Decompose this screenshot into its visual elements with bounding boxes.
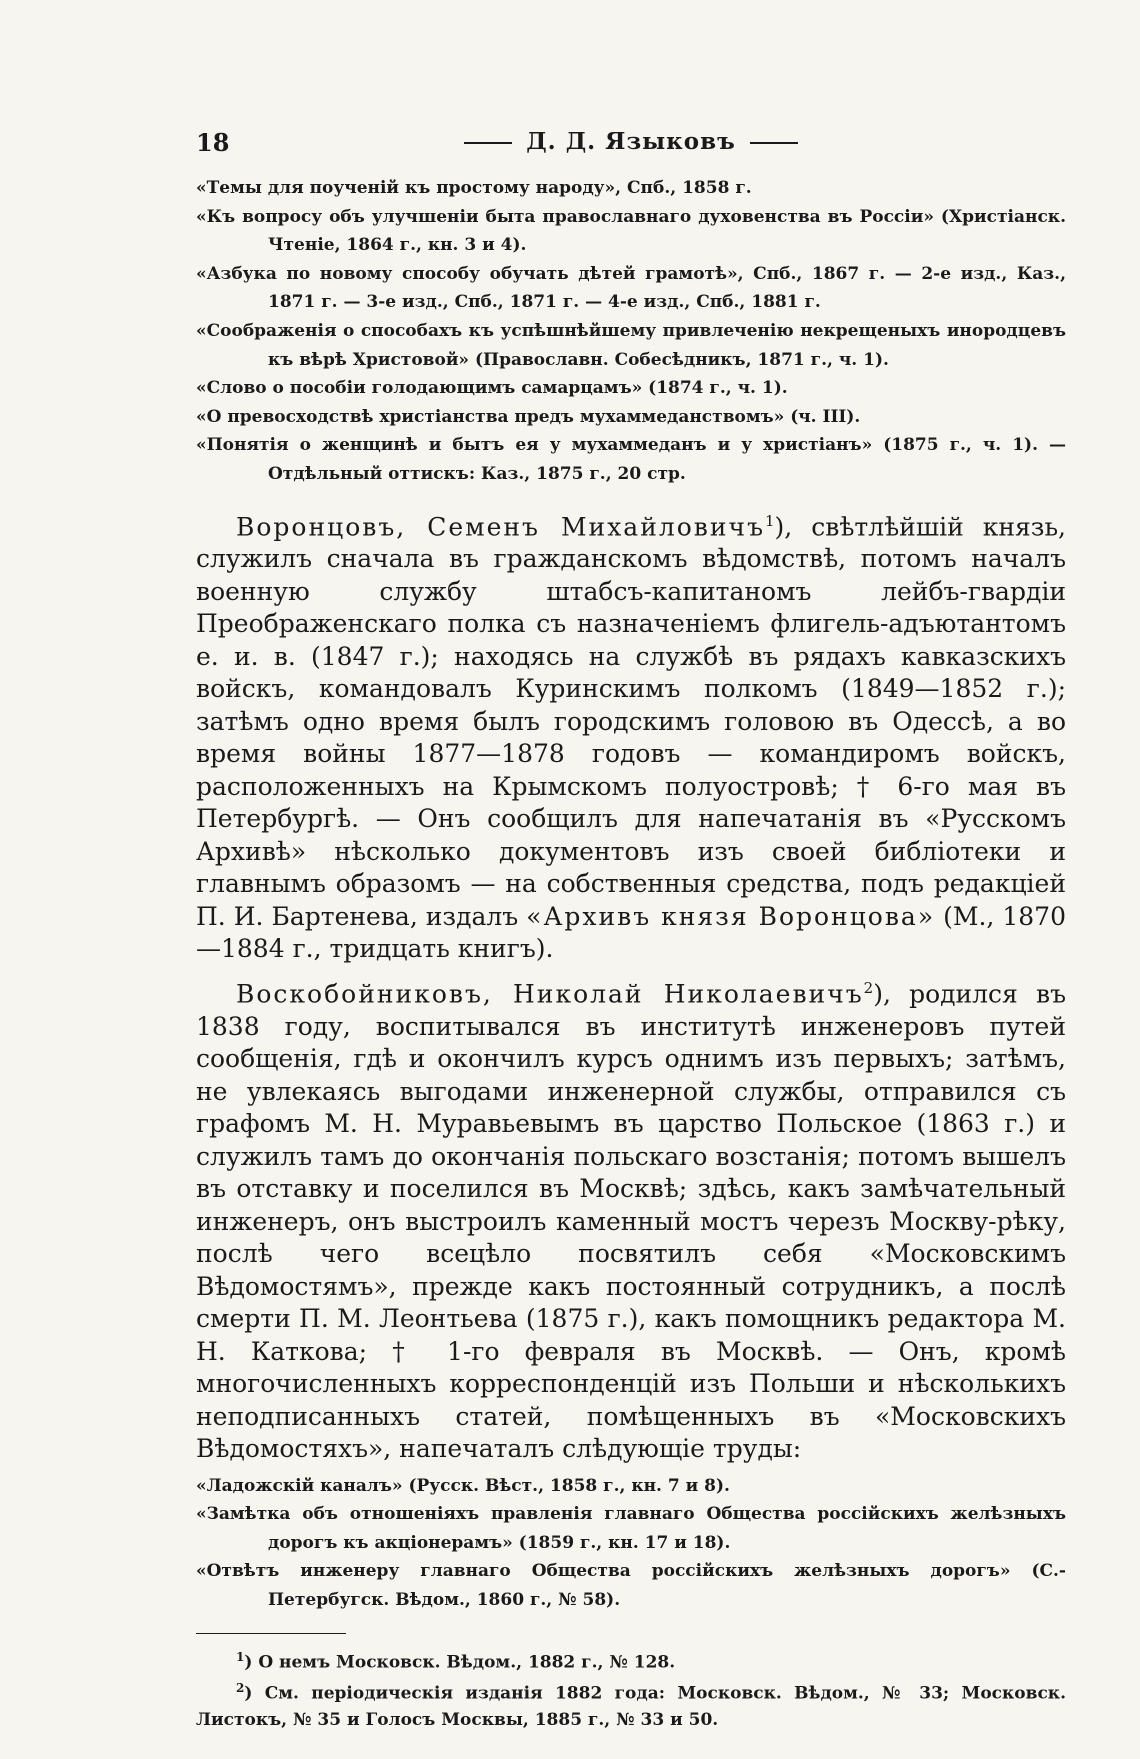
footnote-mark: 2 (236, 1681, 245, 1696)
running-title-text: Д. Д. Языковъ (526, 128, 736, 155)
footnote-text: ) О немъ Московск. Вѣдом., 1882 г., № 128. (244, 1652, 676, 1673)
footnote-separator (196, 1633, 346, 1634)
entry-text: ), свѣтлѣйшій князь, служилъ сначала въ гражданскомъ вѣдомствѣ, потомъ началъ военную службу штабсъ-капитаномъ лейбъ-гвардіи Преображенскаго полка съ назначеніемъ флигель-адъютантомъ е. и. в. (1847 г.); находясь на службѣ въ рядахъ кавказскихъ войскъ, командовалъ Куринскимъ полкомъ (1849—1852 г.); затѣмъ одно время былъ городскимъ головою въ Одессѣ, а во время войны 1877—1878 годовъ — командиромъ войскъ, расположенныхъ на Крымскомъ полуостровѣ; † 6-го мая въ Петербургѣ. — Онъ сообщилъ для напечатанія въ «Русскомъ Архивѣ» нѣсколько документовъ изъ своей библіотеки и главнымъ образомъ — на собственныя средства, подъ редакціей П. И. Бартенева, издалъ (196, 511, 1066, 931)
bibliography-bottom (196, 1472, 1066, 1615)
bibliography-item: «Понятія о женщинѣ и бытъ ея у мухаммеданъ и у христіанъ» (1875 г., ч. 1). — Отдѣльный оттискъ: Каз., 1875 г., 20 стр. (196, 435, 1066, 484)
entry-text-end: (М., 1870—1884 г., тридцать книгъ). (196, 901, 1066, 964)
bibliography-item: «Замѣтка объ отношеніяхъ правленія главнаго Общества россійскихъ желѣзныхъ дорогъ къ акціонерамъ» (1859 г., кн. 17 и 18). (196, 1504, 1066, 1553)
bibliography-item: «Темы для поученій къ простому народу», Спб., 1858 г. (196, 178, 752, 198)
footnote-ref: 2 (863, 978, 874, 997)
entry-text: ), родился въ 1838 году, воспитывался въ институтѣ инженеровъ путей сообщенія, гдѣ и окончилъ курсъ однимъ изъ первыхъ; затѣмъ, не увлекаясь выгодами инженерной службы, отправился съ графомъ М. Н. Муравьевымъ въ царство Польское (1863 г.) и служилъ тамъ до окончанія польскаго возстанія; потомъ вышелъ въ отставку и поселился въ Москвѣ; здѣсь, какъ замѣчательный инженеръ, онъ выстроилъ каменный мостъ черезъ Москву-рѣку, послѣ чего всецѣло посвятилъ себя «Московскимъ Вѣдомостямъ», прежде какъ постоянный сотрудникъ, а послѣ смерти П. М. Леонтьева (1875 г.), какъ помощникъ редактора М. Н. Каткова; † 1-го февраля въ Москвѣ. — Онъ, кромѣ многочисленныхъ корреспонденцій изъ Польши и нѣсколькихъ неподписанныхъ статей, помѣщенныхъ въ «Московскихъ Вѣдомостяхъ», напечаталъ слѣдующіе труды: (196, 979, 1066, 1464)
bibliography-item: «Отвѣтъ инженеру главнаго Общества россійскихъ желѣзныхъ дорогъ» (С.-Петербугск. Вѣдом., 1860 г., № 58). (196, 1561, 1066, 1611)
bibliography-item: «Ладожскій каналъ» (Русск. Вѣст., 1858 г., кн. 7 и 8). (196, 1475, 730, 1496)
entry-name: Воскобойниковъ, Николай Николаевичъ (236, 979, 864, 1009)
footnote-mark: 1 (236, 1649, 245, 1664)
footnotes (196, 1644, 1066, 1733)
archive-title: «Архивъ князя Воронцова» (526, 901, 936, 931)
bibliography-item: «Соображенія о способахъ къ успѣшнѣйшему привлеченію некрещеныхъ инородцевъ къ вѣрѣ Христовой» (Православн. Собесѣдникъ, 1871 г., ч. 1). (196, 320, 1066, 370)
footnote (196, 1675, 1066, 1733)
entry-voskoboynikov (196, 972, 1066, 1466)
bibliography-item: «Слово о пособіи голодающимъ самарцамъ» (1874 г., ч. 1). (196, 378, 788, 399)
footnote-text: ) См. періодическія изданія 1882 года: Московск. Вѣдом., № 33; Московск. Листокъ, № 35 и Голосъ Москвы, 1885 г., № 33 и 50. (196, 1683, 1066, 1730)
bibliography-item: «Къ вопросу объ улучшеніи быта православнаго духовенства въ Россіи» (Христіанск. Чтеніе, 1864 г., кн. 3 и 4). (196, 206, 1066, 256)
footnote-ref: 1 (764, 511, 775, 530)
right-rule (750, 142, 798, 144)
text-column (196, 174, 1066, 1733)
entry-vorontsov (196, 505, 1066, 966)
footnote (196, 1644, 1066, 1676)
bibliography-top (196, 174, 1066, 489)
running-title (196, 128, 1066, 155)
left-rule (464, 142, 512, 144)
entry-name: Воронцовъ, Семенъ Михайловичъ (236, 511, 765, 541)
page-header (196, 128, 1066, 162)
bibliography-item: «О превосходствѣ христіанства предъ мухаммеданствомъ» (ч. III). (196, 406, 861, 427)
bibliography-item: «Азбука по новому способу обучать дѣтей грамотѣ», Спб., 1867 г. — 2-е изд., Каз., 1871 г. — 3-е изд., Спб., 1871 г. — 4-е изд., Спб., 1881 г. (196, 263, 1066, 313)
page-number: 18 (196, 128, 230, 157)
